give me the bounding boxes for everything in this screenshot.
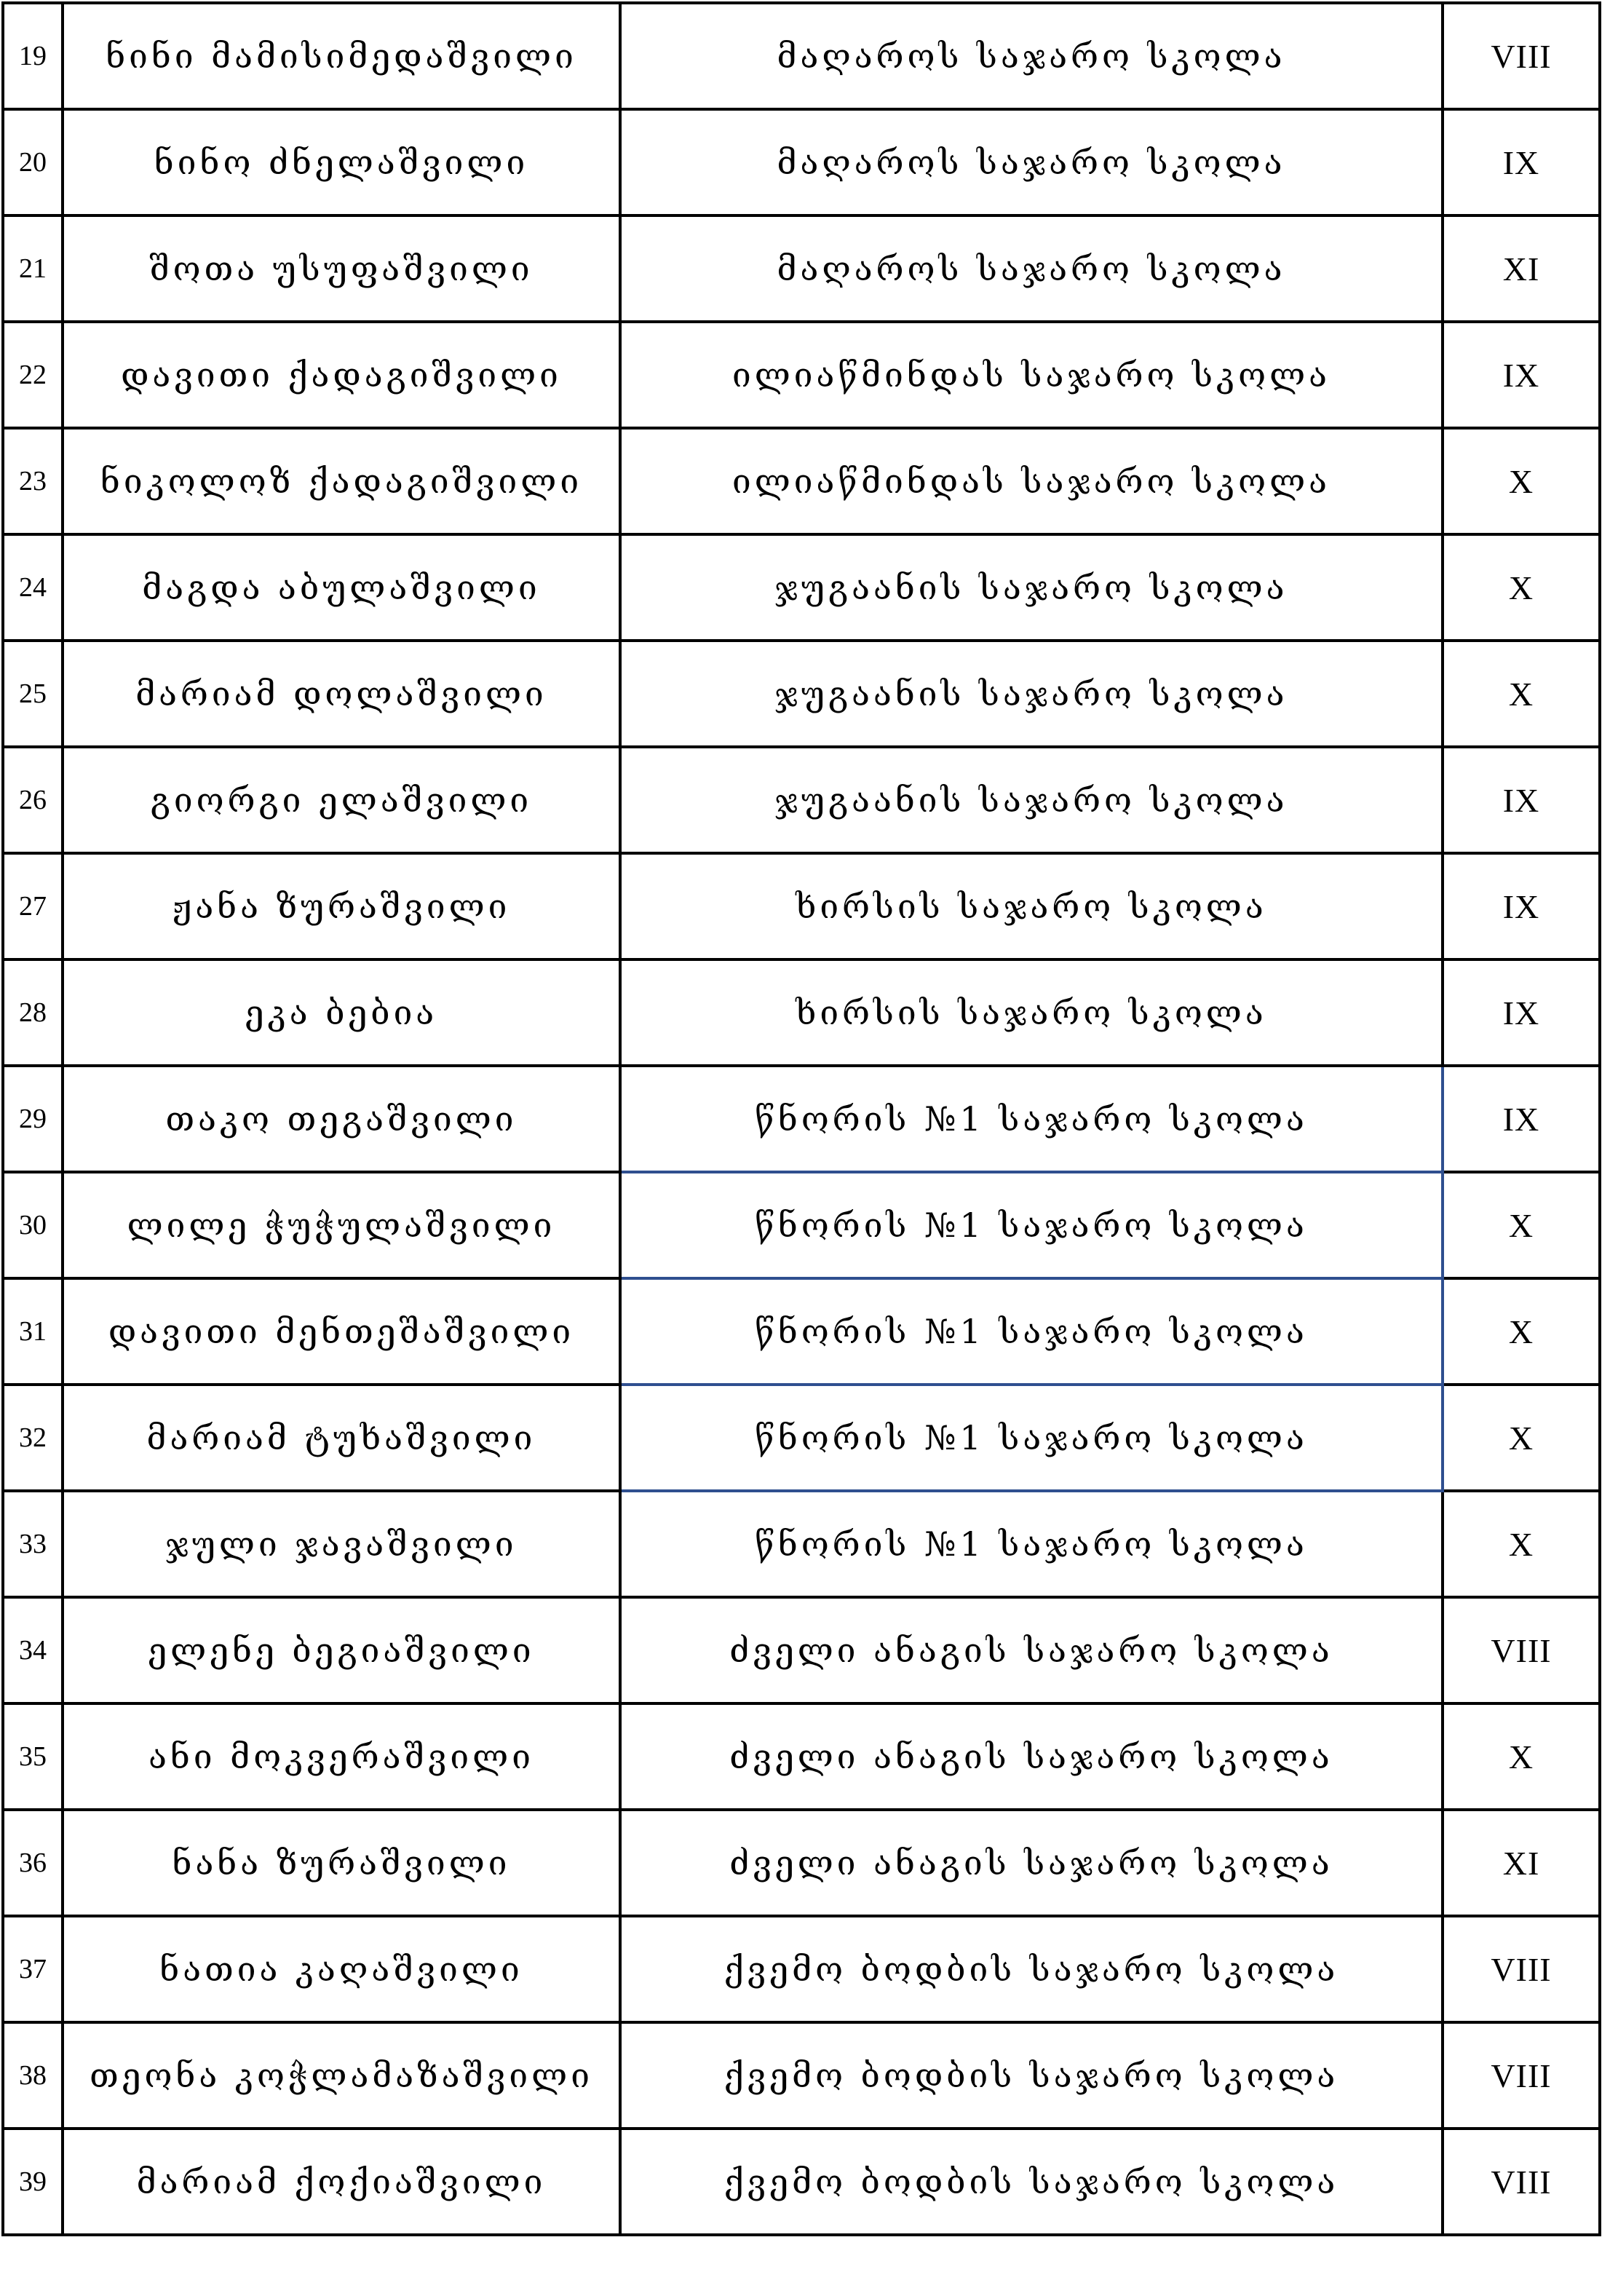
grade-cell: VIII <box>1443 2022 1600 2129</box>
row-number-cell: 23 <box>3 428 63 534</box>
row-number-cell: 27 <box>3 853 63 959</box>
student-name-cell: მარიამ დოლაშვილი <box>63 641 620 747</box>
participants-table <box>1 1 1601 2236</box>
table-row <box>3 1916 1600 2022</box>
row-number-cell: 19 <box>3 3 63 109</box>
table-row <box>3 428 1600 534</box>
student-name-cell: ნიკოლოზ ქადაგიშვილი <box>63 428 620 534</box>
student-name-cell: ელენე ბეგიაშვილი <box>63 1597 620 1703</box>
grade-cell: XI <box>1443 215 1600 322</box>
student-name-cell: ანი მოკვერაშვილი <box>63 1703 620 1810</box>
student-name-cell: ჟანა ზურაშვილი <box>63 853 620 959</box>
table-row <box>3 853 1600 959</box>
student-name-cell: დავითი ქადაგიშვილი <box>63 322 620 428</box>
grade-cell: VIII <box>1443 1597 1600 1703</box>
grade-cell: VIII <box>1443 3 1600 109</box>
student-name-cell: ნინო ძნელაშვილი <box>63 109 620 215</box>
row-number-cell: 29 <box>3 1066 63 1172</box>
row-number-cell: 26 <box>3 747 63 853</box>
row-number-cell: 25 <box>3 641 63 747</box>
participants-table-body <box>3 3 1600 2235</box>
student-name-cell: ნათია კაღაშვილი <box>63 1916 620 2022</box>
table-row <box>3 641 1600 747</box>
table-row <box>3 1278 1600 1385</box>
row-number-cell: 37 <box>3 1916 63 2022</box>
row-number-cell: 32 <box>3 1385 63 1491</box>
school-name-cell: მაღაროს საჯარო სკოლა <box>620 109 1443 215</box>
school-name-cell: ქვემო ბოდბის საჯარო სკოლა <box>620 1916 1443 2022</box>
student-name-cell: თაკო თეგაშვილი <box>63 1066 620 1172</box>
grade-cell: X <box>1443 1278 1600 1385</box>
row-number-cell: 28 <box>3 959 63 1066</box>
row-number-cell: 34 <box>3 1597 63 1703</box>
school-name-cell: მაღაროს საჯარო სკოლა <box>620 3 1443 109</box>
table-row <box>3 1066 1600 1172</box>
row-number-cell: 35 <box>3 1703 63 1810</box>
table-row <box>3 1491 1600 1597</box>
grade-cell: VIII <box>1443 1916 1600 2022</box>
school-name-cell: ხირსის საჯარო სკოლა <box>620 959 1443 1066</box>
row-number-cell: 22 <box>3 322 63 428</box>
grade-cell: X <box>1443 1385 1600 1491</box>
grade-cell: X <box>1443 534 1600 641</box>
table-row <box>3 322 1600 428</box>
student-name-cell: მარიამ ქოქიაშვილი <box>63 2129 620 2235</box>
student-name-cell: გიორგი ელაშვილი <box>63 747 620 853</box>
school-name-cell: ილიაწმინდას საჯარო სკოლა <box>620 428 1443 534</box>
row-number-cell: 36 <box>3 1810 63 1916</box>
grade-cell: IX <box>1443 747 1600 853</box>
table-row <box>3 1703 1600 1810</box>
row-number-cell: 30 <box>3 1172 63 1278</box>
grade-cell: VIII <box>1443 2129 1600 2235</box>
student-name-cell: ეკა ბებია <box>63 959 620 1066</box>
school-name-cell: ილიაწმინდას საჯარო სკოლა <box>620 322 1443 428</box>
grade-cell: IX <box>1443 109 1600 215</box>
row-number-cell: 20 <box>3 109 63 215</box>
table-row <box>3 3 1600 109</box>
grade-cell: IX <box>1443 322 1600 428</box>
student-name-cell: ლილე ჭუჭულაშვილი <box>63 1172 620 1278</box>
student-name-cell: ნანა ზურაშვილი <box>63 1810 620 1916</box>
school-name-cell: ძველი ანაგის საჯარო სკოლა <box>620 1703 1443 1810</box>
school-name-cell: მაღაროს საჯარო სკოლა <box>620 215 1443 322</box>
grade-cell: XI <box>1443 1810 1600 1916</box>
grade-cell: IX <box>1443 1066 1600 1172</box>
table-row <box>3 1810 1600 1916</box>
student-name-cell: თეონა კოჭლამაზაშვილი <box>63 2022 620 2129</box>
row-number-cell: 24 <box>3 534 63 641</box>
row-number-cell: 21 <box>3 215 63 322</box>
student-name-cell: შოთა უსუფაშვილი <box>63 215 620 322</box>
table-row <box>3 215 1600 322</box>
student-name-cell: ჯული ჯავაშვილი <box>63 1491 620 1597</box>
school-name-cell: ჯუგაანის საჯარო სკოლა <box>620 534 1443 641</box>
school-name-cell: წნორის №1 საჯარო სკოლა <box>620 1278 1443 1385</box>
table-row <box>3 1597 1600 1703</box>
table-row <box>3 2022 1600 2129</box>
grade-cell: IX <box>1443 959 1600 1066</box>
grade-cell: X <box>1443 1703 1600 1810</box>
school-name-cell: წნორის №1 საჯარო სკოლა <box>620 1172 1443 1278</box>
school-name-cell: წნორის №1 საჯარო სკოლა <box>620 1385 1443 1491</box>
school-name-cell: ჯუგაანის საჯარო სკოლა <box>620 747 1443 853</box>
row-number-cell: 39 <box>3 2129 63 2235</box>
grade-cell: X <box>1443 1491 1600 1597</box>
grade-cell: X <box>1443 428 1600 534</box>
school-name-cell: წნორის №1 საჯარო სკოლა <box>620 1491 1443 1597</box>
grade-cell: IX <box>1443 853 1600 959</box>
table-row <box>3 959 1600 1066</box>
school-name-cell: ჯუგაანის საჯარო სკოლა <box>620 641 1443 747</box>
student-name-cell: ნინი მამისიმედაშვილი <box>63 3 620 109</box>
school-name-cell: წნორის №1 საჯარო სკოლა <box>620 1066 1443 1172</box>
student-name-cell: მარიამ ტუხაშვილი <box>63 1385 620 1491</box>
grade-cell: X <box>1443 641 1600 747</box>
school-name-cell: ძველი ანაგის საჯარო სკოლა <box>620 1810 1443 1916</box>
student-name-cell: მაგდა აბულაშვილი <box>63 534 620 641</box>
row-number-cell: 38 <box>3 2022 63 2129</box>
school-name-cell: ხირსის საჯარო სკოლა <box>620 853 1443 959</box>
table-row <box>3 109 1600 215</box>
school-name-cell: ქვემო ბოდბის საჯარო სკოლა <box>620 2022 1443 2129</box>
school-name-cell: ქვემო ბოდბის საჯარო სკოლა <box>620 2129 1443 2235</box>
table-row <box>3 747 1600 853</box>
school-name-cell: ძველი ანაგის საჯარო სკოლა <box>620 1597 1443 1703</box>
table-row <box>3 1172 1600 1278</box>
student-name-cell: დავითი მენთეშაშვილი <box>63 1278 620 1385</box>
table-row <box>3 1385 1600 1491</box>
table-row <box>3 2129 1600 2235</box>
row-number-cell: 33 <box>3 1491 63 1597</box>
table-row <box>3 534 1600 641</box>
grade-cell: X <box>1443 1172 1600 1278</box>
row-number-cell: 31 <box>3 1278 63 1385</box>
